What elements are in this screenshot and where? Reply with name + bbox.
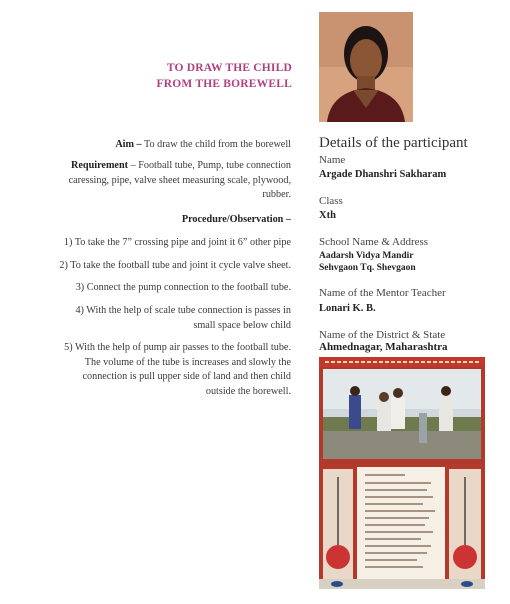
step-4-line-2: small space below child xyxy=(193,319,291,331)
step-5-line-2: The volume of the tube is increases and slowly the xyxy=(84,356,291,368)
participant-name: Argade Dhanshri Sakharam xyxy=(319,169,447,180)
step-5-line-1: 5) With the help of pump air passes to the football tube. xyxy=(64,342,291,353)
mentor-label: Name of the Mentor Teacher xyxy=(319,287,446,299)
requirement-label: Requirement xyxy=(71,160,129,171)
participant-class: Xth xyxy=(319,210,336,221)
requirement-line-3: rubber. xyxy=(262,189,291,200)
participant-photo xyxy=(319,12,413,122)
participant-heading: Details of the participant xyxy=(319,135,468,151)
requirement-paragraph xyxy=(69,159,291,203)
project-title xyxy=(40,60,292,92)
requirement-line-1: – Football tube, Pump, tube connection xyxy=(130,160,291,171)
aim-paragraph xyxy=(115,138,291,153)
step-5-line-3: connection is pull upper side of land and then child xyxy=(82,371,291,382)
procedure-heading: Procedure/Observation – xyxy=(181,214,291,225)
step-3-line-1: 3) Connect the pump connection to the football tube. xyxy=(75,282,291,293)
district-name: Ahmednagar, Maharashtra xyxy=(319,341,448,353)
school-line-2: Sehvgaon Tq. Shevgaon xyxy=(319,263,416,273)
district-label: Name of the District & State xyxy=(319,329,446,341)
step-2-line-1: 2) To take the football tube and joint it cycle valve sheet. xyxy=(59,260,291,271)
step-3 xyxy=(76,281,291,296)
name-label: Name xyxy=(319,154,346,166)
step-1 xyxy=(64,236,291,251)
step-4 xyxy=(75,304,291,333)
school-label: School Name & Address xyxy=(319,236,429,248)
step-2 xyxy=(59,259,291,274)
aim-label: Aim – xyxy=(115,139,142,150)
requirement-line-2: caressing, pipe, valve sheet measuring scale, plywood, xyxy=(68,174,291,186)
project-title-line-1: TO DRAW THE CHILD xyxy=(166,62,292,74)
school-line-1: Aadarsh Vidya Mandir xyxy=(319,251,414,261)
step-1-line-1: 1) To take the 7” crossing pipe and joint it 6” other pipe xyxy=(63,237,291,248)
class-label: Class xyxy=(319,195,343,207)
project-poster-image xyxy=(319,357,485,589)
aim-text: To draw the child from the borewell xyxy=(144,139,291,150)
step-4-line-1: 4) With the help of scale tube connection is passes in xyxy=(75,305,291,316)
project-title-line-2: FROM THE BOREWELL xyxy=(156,78,292,90)
mentor-name: Lonari K. B. xyxy=(319,303,376,314)
step-5 xyxy=(64,341,291,399)
step-5-line-4: outside the borewell. xyxy=(205,385,291,397)
